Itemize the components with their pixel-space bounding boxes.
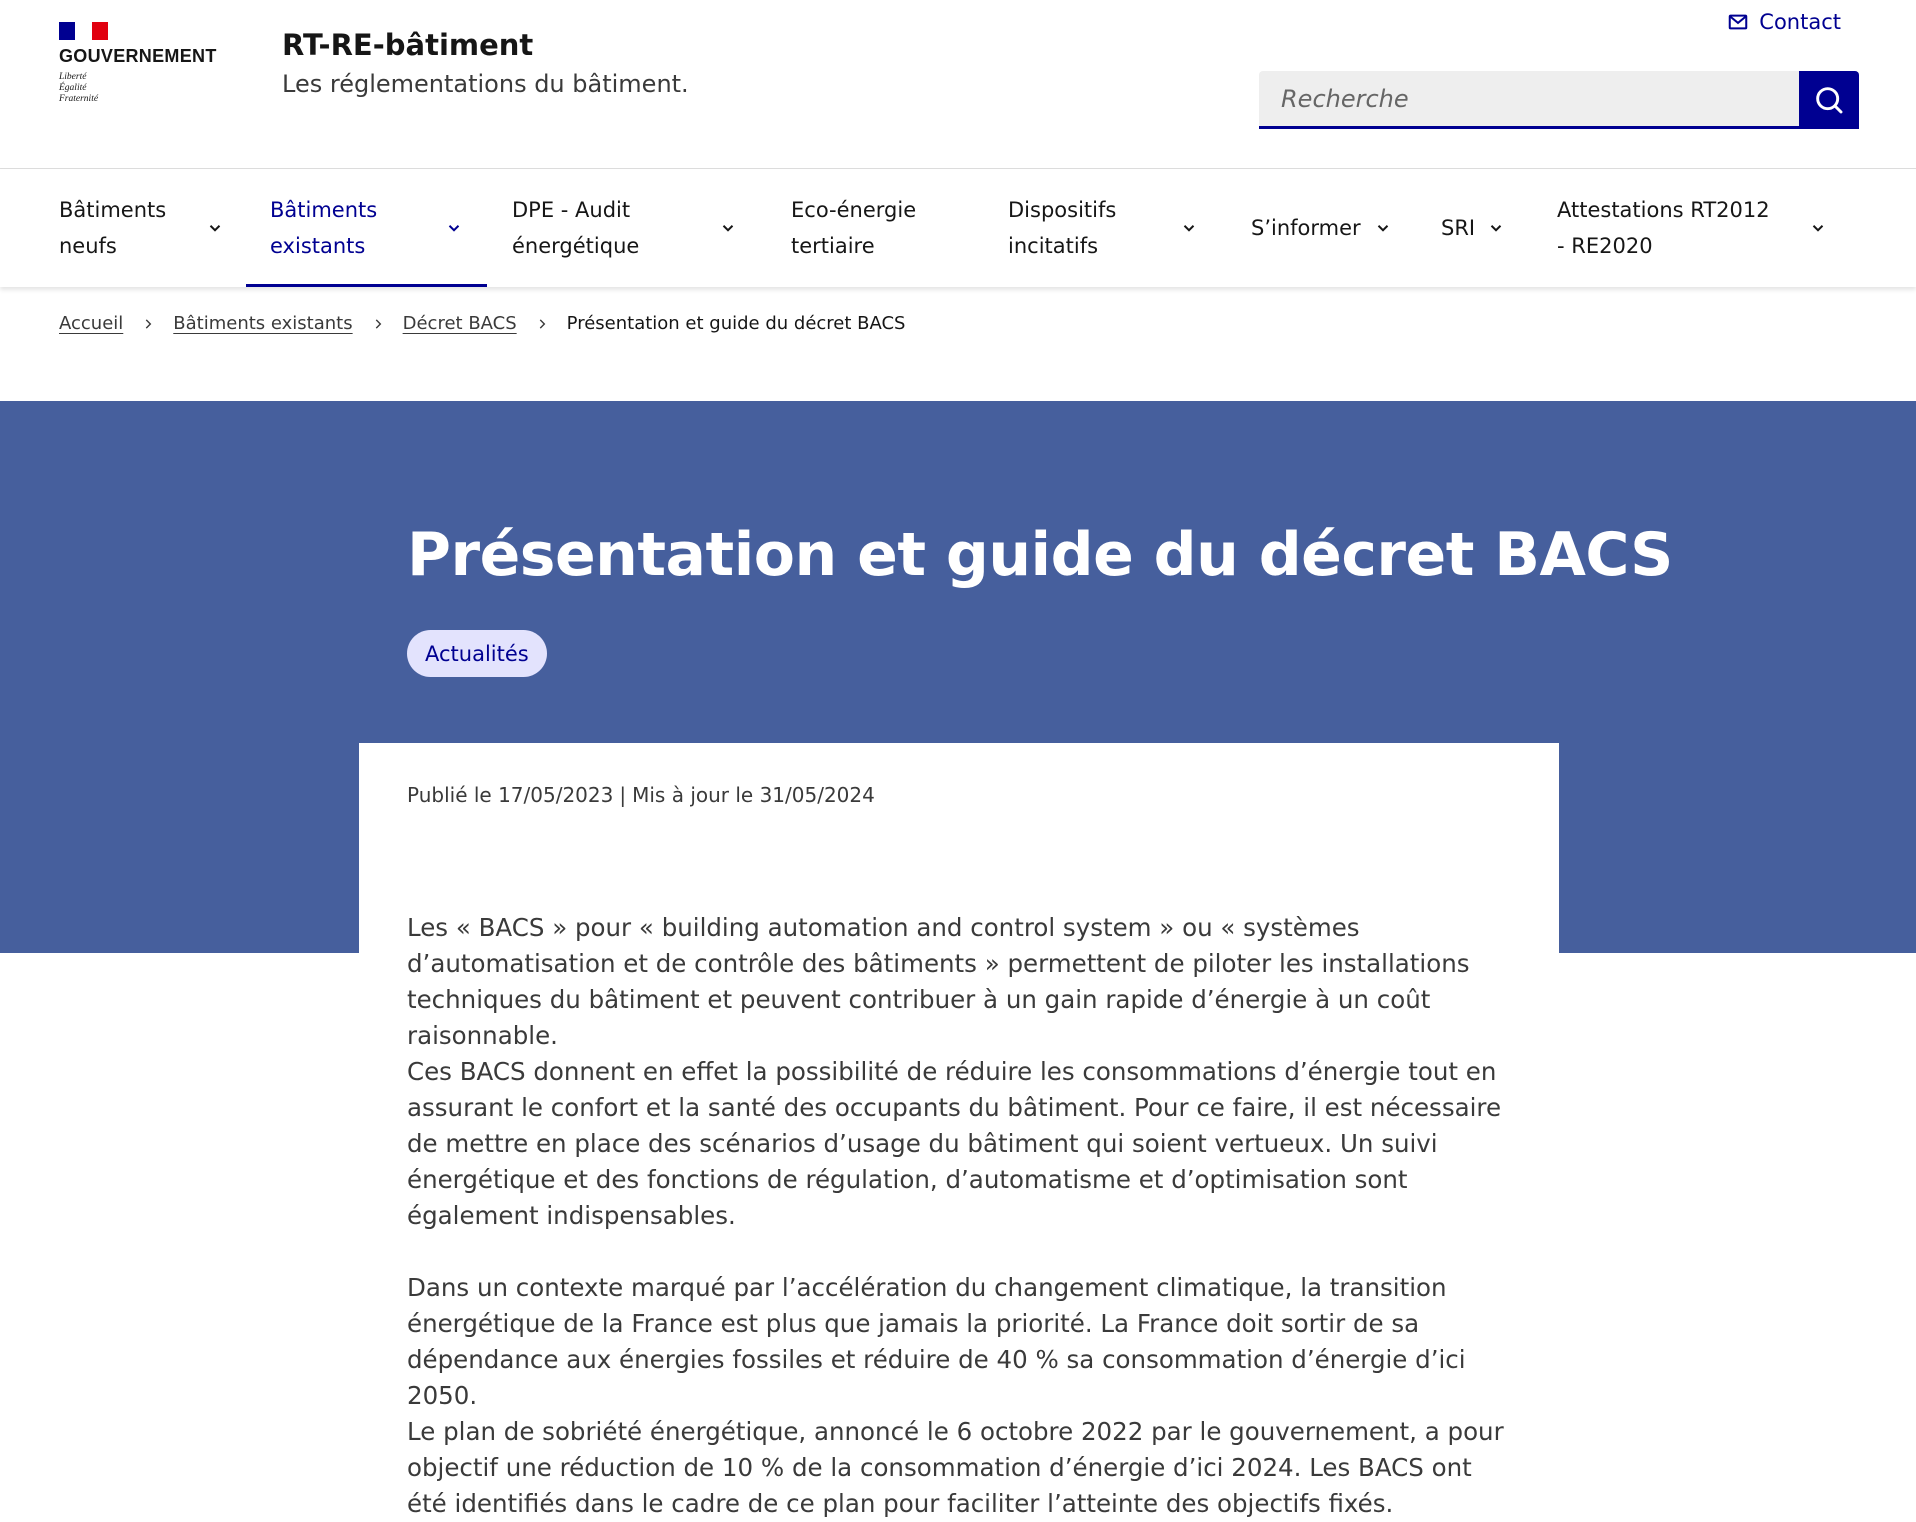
breadcrumb-link-batiments-existants[interactable]: Bâtiments existants — [173, 313, 353, 334]
nav-item-attestations[interactable] — [1557, 169, 1827, 287]
content-block-1 — [407, 910, 1507, 1234]
chevron-down-icon — [719, 219, 737, 237]
gov-logo-link[interactable] — [0, 0, 230, 110]
mail-icon — [1727, 11, 1749, 33]
contact-label: Contact — [1759, 10, 1841, 34]
gov-devise — [59, 72, 98, 105]
nav-item-eco-energie[interactable] — [791, 169, 951, 287]
chevron-right-icon — [141, 317, 155, 331]
nav-item-dispositifs[interactable] — [1008, 169, 1198, 287]
nav-label: DPE - Audit énergétique — [512, 198, 640, 258]
site-header — [0, 0, 1916, 169]
nav-label: S’informer — [1251, 216, 1361, 240]
breadcrumb-link-decret-bacs[interactable]: Décret BACS — [402, 313, 517, 334]
nav-item-batiments-neufs[interactable] — [59, 169, 224, 287]
devise-liberte: Liberté — [59, 72, 87, 82]
search-bar — [1259, 71, 1859, 129]
site-tagline: Les réglementations du bâtiment. — [282, 70, 689, 98]
page-title: Présentation et guide du décret BACS — [407, 520, 1673, 590]
nav-label: Bâtiments existants — [270, 198, 378, 258]
article-content — [407, 910, 1507, 1522]
search-button[interactable] — [1799, 71, 1859, 129]
breadcrumb-link-accueil[interactable]: Accueil — [59, 313, 124, 334]
paragraph: Ces BACS donnent en effet la possibilité de réduire les consommations d’énergie tout en assurant le confort et la santé des occupants du bâtiment. Pour ce faire, il est nécessaire de mettre en place des scénarios d’usage du bâtiment qui soient vertueux. Un suivi énergétique et des fonctions de régulation, d’automatisme et d’optimisation sont également indispensables. — [407, 1057, 1502, 1230]
date-separator: | — [619, 783, 627, 807]
article-dates — [407, 783, 875, 807]
published-date: Publié le 17/05/2023 — [407, 783, 614, 807]
nav-label: Eco-énergie tertiaire — [791, 198, 917, 258]
chevron-down-icon — [1180, 219, 1198, 237]
french-flag-icon — [59, 22, 108, 40]
content-block-2 — [407, 1270, 1507, 1522]
nav-label: Bâtiments neufs — [59, 198, 167, 258]
category-tag[interactable]: Actualités — [407, 630, 547, 677]
chevron-down-icon — [445, 219, 463, 237]
chevron-down-icon — [1809, 219, 1827, 237]
nav-item-dpe-audit[interactable] — [512, 169, 737, 287]
devise-fraternite: Fraternité — [59, 94, 99, 104]
nav-item-batiments-existants[interactable] — [246, 169, 487, 287]
contact-link[interactable] — [1727, 10, 1841, 34]
chevron-right-icon — [535, 317, 549, 331]
chevron-right-icon — [371, 317, 385, 331]
nav-label: Dispositifs incitatifs — [1008, 198, 1117, 258]
updated-date: Mis à jour le 31/05/2024 — [632, 783, 875, 807]
search-icon — [1813, 84, 1845, 116]
chevron-down-icon — [206, 219, 224, 237]
nav-item-sri[interactable] — [1441, 169, 1505, 287]
breadcrumb-current: Présentation et guide du décret BACS — [566, 313, 906, 334]
main-nav — [0, 169, 1916, 287]
chevron-down-icon — [1374, 219, 1392, 237]
nav-label: SRI — [1441, 216, 1476, 240]
paragraph: Le plan de sobriété énergétique, annoncé le 6 octobre 2022 par le gouvernement, a pour objectif une réduction de 10 % de la consommation d’énergie d’ici 2024. Les BACS ont été identifiés dans le cadre de ce plan pour faciliter l’atteinte des objectifs fixés. — [407, 1417, 1504, 1518]
paragraph: Les « BACS » pour « building automation and control system » ou « systèmes d’automatisation et de contrôle des bâtiments » permettent de piloter les installations techniques du bâtiment et peuvent contribuer à un gain rapide d’énergie à un coût raisonnable. — [407, 913, 1470, 1050]
nav-label: Attestations RT2012 - RE2020 — [1557, 198, 1770, 258]
chevron-down-icon — [1487, 219, 1505, 237]
paragraph: Dans un contexte marqué par l’accélération du changement climatique, la transition énergétique de la France est plus que jamais la priorité. La France doit sortir de sa dépendance aux énergies fossiles et réduire de 40 % sa consommation d’énergie d’ici 2050. — [407, 1273, 1466, 1410]
breadcrumb — [59, 313, 905, 334]
gov-name: GOUVERNEMENT — [59, 46, 217, 66]
nav-item-s-informer[interactable] — [1251, 169, 1392, 287]
site-title[interactable]: RT-RE-bâtiment — [282, 28, 534, 62]
devise-egalite: Égalité — [59, 83, 87, 93]
search-input[interactable] — [1259, 71, 1799, 129]
